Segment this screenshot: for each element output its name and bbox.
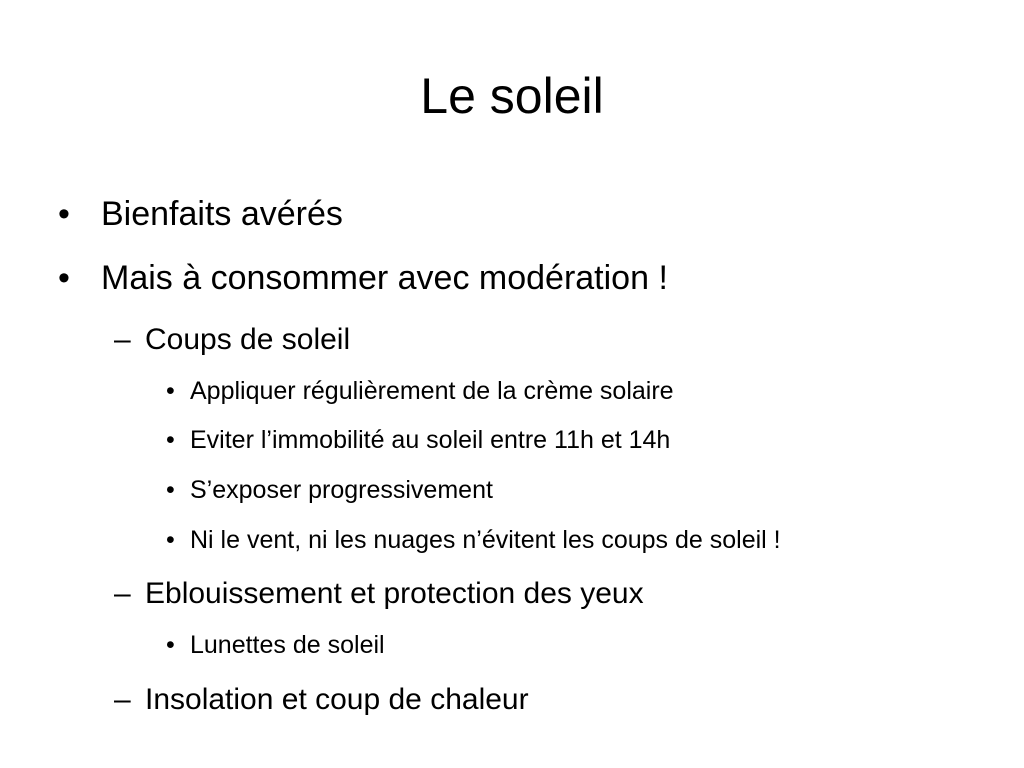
bullet-marker: •: [166, 631, 175, 659]
sub-sub-bullet-item: [166, 475, 493, 505]
dash-marker: –: [114, 323, 131, 356]
sub-sub-bullet-item: [166, 525, 781, 555]
slide-title: Le soleil: [420, 68, 604, 124]
bullet-marker: •: [58, 259, 70, 297]
dash-marker: –: [114, 683, 131, 716]
sub-sub-bullet-text: Lunettes de soleil: [190, 631, 385, 659]
sub-bullet-item: [114, 682, 529, 718]
sub-sub-bullet-text: Ni le vent, ni les nuages n’évitent les coups de soleil !: [190, 526, 781, 554]
bullet-marker: •: [58, 195, 70, 233]
sub-bullet-item: [114, 576, 644, 612]
bullet-item: [58, 258, 668, 298]
sub-sub-bullet-item: [166, 425, 671, 455]
sub-bullet-text: Coups de soleil: [145, 323, 351, 356]
bullet-marker: •: [166, 426, 175, 454]
dash-marker: –: [114, 577, 131, 610]
sub-bullet-text: Eblouissement et protection des yeux: [145, 577, 644, 610]
bullet-text: Mais à consommer avec modération !: [101, 259, 668, 297]
bullet-text: Bienfaits avérés: [101, 195, 343, 233]
sub-bullet-text: Insolation et coup de chaleur: [145, 683, 529, 716]
sub-sub-bullet-text: Eviter l’immobilité au soleil entre 11h et 14h: [190, 426, 671, 454]
bullet-marker: •: [166, 526, 175, 554]
bullet-item: [58, 194, 343, 234]
sub-bullet-item: [114, 322, 351, 358]
bullet-marker: •: [166, 377, 175, 405]
sub-sub-bullet-item: [166, 630, 385, 660]
sub-sub-bullet-text: S’exposer progressivement: [190, 476, 493, 504]
sub-sub-bullet-text: Appliquer régulièrement de la crème solaire: [190, 377, 674, 405]
sub-sub-bullet-item: [166, 376, 674, 406]
bullet-marker: •: [166, 476, 175, 504]
